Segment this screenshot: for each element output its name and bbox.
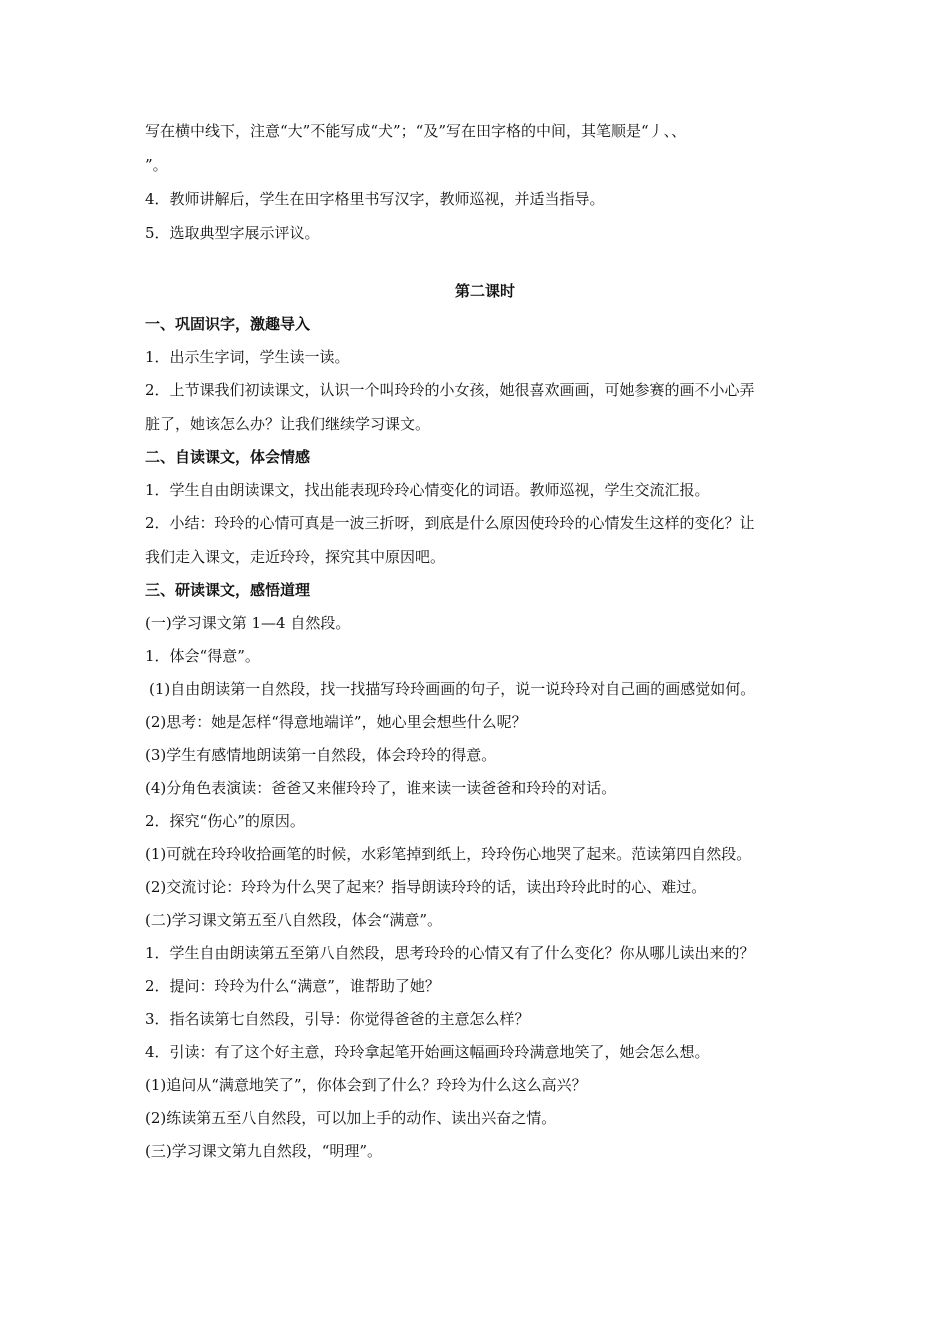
- paragraph-line: 写在横中线下，注意“大”不能写成“犬”；“及”写在田字格的中间，其笔顺是“丿、、: [145, 122, 687, 140]
- paragraph-line: 脏了，她该怎么办？让我们继续学习课文。: [145, 415, 431, 433]
- paragraph-line: 2．提问：玲玲为什么“满意”，谁帮助了她？: [145, 977, 440, 995]
- paragraph-line: (3)学生有感情地朗读第一自然段，体会玲玲的得意。: [145, 746, 497, 764]
- paragraph-line: (三)学习课文第九自然段，“明理”。: [145, 1142, 383, 1160]
- paragraph-line: 1．学生自由朗读课文，找出能表现玲玲心情变化的词语。教师巡视，学生交流汇报。: [145, 481, 710, 499]
- paragraph-line: 2．小结：玲玲的心情可真是一波三折呀，到底是什么原因使玲玲的心情发生这样的变化？让: [145, 514, 755, 532]
- paragraph-line: 5．选取典型字展示评议。: [145, 224, 320, 242]
- paragraph-line: 1．体会“得意”。: [145, 647, 260, 665]
- paragraph-line: (二)学习课文第五至八自然段，体会“满意”。: [145, 911, 443, 929]
- paragraph-line: (1)追问从“满意地笑了”，你体会到了什么？玲玲为什么这么高兴？: [145, 1076, 587, 1094]
- paragraph-line: (2)思考：她是怎样“得意地端详”，她心里会想些什么呢？: [145, 713, 527, 731]
- section-heading: 一、巩固识字，激趣导入: [145, 315, 311, 333]
- section-heading: 三、研读课文，感悟道理: [145, 581, 311, 599]
- paragraph-line: (2)练读第五至八自然段，可以加上手的动作、读出兴奋之情。: [145, 1109, 557, 1127]
- paragraph-line: 2．探究“伤心”的原因。: [145, 812, 305, 830]
- paragraph-line: 4．教师讲解后，学生在田字格里书写汉字，教师巡视，并适当指导。: [145, 190, 605, 208]
- paragraph-line: (4)分角色表演读：爸爸又来催玲玲了，谁来读一读爸爸和玲玲的对话。: [145, 779, 617, 797]
- paragraph-line: 1．学生自由朗读第五至第八自然段，思考玲玲的心情又有了什么变化？你从哪儿读出来的？: [145, 944, 755, 962]
- paragraph-line: ”。: [145, 156, 168, 174]
- paragraph-line: 我们走入课文，走近玲玲，探究其中原因吧。: [145, 548, 446, 566]
- paragraph-line: 2．上节课我们初读课文，认识一个叫玲玲的小女孩，她很喜欢画画，可她参赛的画不小心弄: [145, 381, 755, 399]
- paragraph-line: (一)学习课文第 1—4 自然段。: [145, 614, 351, 632]
- paragraph-line: 4．引读：有了这个好主意，玲玲拿起笔开始画这幅画玲玲满意地笑了，她会怎么想。: [145, 1043, 710, 1061]
- paragraph-line: (1)自由朗读第一自然段，找一找描写玲玲画画的句子，说一说玲玲对自己画的画感觉如何。: [149, 680, 756, 698]
- paragraph-line: 3．指名读第七自然段，引导：你觉得爸爸的主意怎么样？: [145, 1010, 530, 1028]
- paragraph-line: (2)交流讨论：玲玲为什么哭了起来？指导朗读玲玲的话，读出玲玲此时的心、难过。: [145, 878, 707, 896]
- section-title: 第二课时: [454, 282, 515, 300]
- paragraph-line: (1)可就在玲玲收拾画笔的时候，水彩笔掉到纸上，玲玲伤心地哭了起来。范读第四自然段。: [145, 845, 752, 863]
- section-heading: 二、自读课文，体会情感: [145, 448, 311, 466]
- paragraph-line: 1．出示生字词，学生读一读。: [145, 348, 350, 366]
- document-page: [145, 120, 825, 1162]
